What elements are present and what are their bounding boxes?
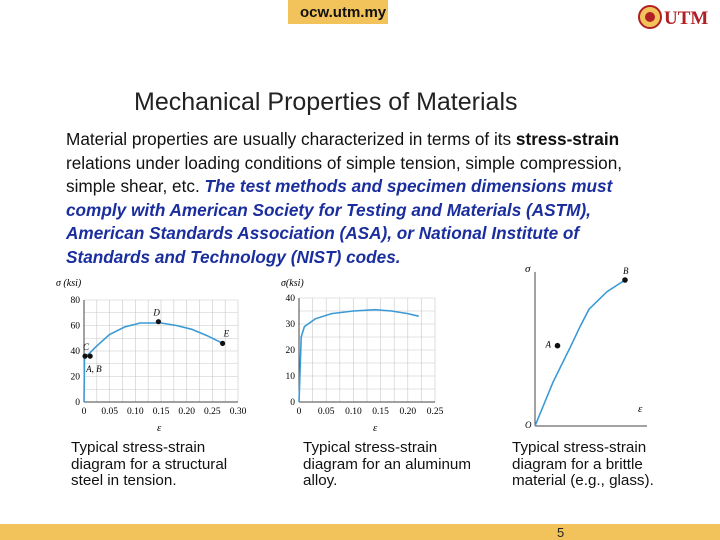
x-tick-label: 0: [296, 407, 302, 417]
x-tick-label: 0.10: [345, 407, 362, 417]
point-label: E: [223, 328, 230, 339]
series-line: [299, 310, 419, 402]
x-tick-label: 0.25: [426, 407, 444, 417]
series-line: [84, 323, 223, 402]
x-tick-label: 0.15: [152, 407, 170, 417]
data-point: [82, 354, 87, 359]
x-tick-label: 0.05: [101, 407, 118, 417]
site-url: ocw.utm.my: [300, 4, 387, 21]
aluminum-ylabel: σ(ksi): [281, 278, 304, 289]
x-tick-label: 0.30: [229, 407, 247, 417]
data-point: [555, 343, 561, 349]
point-label: O: [525, 420, 532, 430]
data-point: [622, 277, 628, 283]
x-tick-label: 0.05: [317, 407, 335, 417]
steel-grid: [84, 300, 238, 402]
x-tick-label: 0.20: [399, 407, 417, 417]
x-tick-label: 0: [81, 407, 87, 417]
aluminum-grid: [299, 298, 435, 402]
y-tick-label: 60: [70, 321, 80, 332]
footer-bar: [0, 524, 720, 540]
steel-xlabel: ε: [157, 422, 162, 434]
logo-text: UTM: [664, 8, 709, 29]
series-line: [535, 280, 625, 426]
y-tick-label: 40: [285, 294, 295, 304]
point-label: B: [623, 266, 629, 276]
steel-caption: Typical stress-strain diagram for a structural steel in tension.: [71, 439, 228, 489]
x-tick-label: 0.20: [178, 407, 195, 417]
data-point: [88, 354, 93, 359]
page-number: 5: [557, 525, 565, 540]
point-label: A: [545, 339, 551, 350]
brittle-ylabel: σ: [525, 263, 531, 275]
y-tick-label: 20: [285, 346, 295, 356]
point-label: C: [83, 342, 90, 353]
body-paragraph: Material properties are usually characterized in terms of its stress-strain relations under loading conditions of simple tension, simple compression, simple shear, etc. The test methods and specimen dimensions must comply with American Society for Testing and Materials (ASTM), American Standards Association (ASA), or National Institute of Standards and Technology (NIST) codes.: [66, 129, 623, 267]
aluminum-xlabel: ε: [373, 422, 378, 434]
data-point: [156, 319, 161, 324]
x-tick-label: 0.25: [204, 407, 221, 417]
x-tick-label: 0.15: [372, 407, 389, 417]
point-label: D: [153, 307, 160, 318]
y-tick-label: 0: [290, 398, 295, 408]
brittle-caption: Typical stress-strain diagram for a brittle material (e.g., glass).: [512, 439, 654, 489]
point-label: A, B: [86, 364, 102, 375]
slide-title: Mechanical Properties of Materials: [134, 88, 518, 116]
stress-strain-bold: stress-strain: [515, 129, 620, 149]
steel-ylabel: σ (ksi): [56, 278, 82, 289]
data-point: [220, 341, 225, 346]
y-tick-label: 0: [75, 398, 80, 408]
aluminum-caption: Typical stress-strain diagram for an aluminum alloy.: [303, 439, 471, 489]
y-tick-label: 10: [285, 372, 295, 382]
y-tick-label: 30: [285, 320, 295, 330]
utm-logo: [638, 2, 714, 32]
steel-chart: [56, 268, 256, 436]
emphasis-text: The test methods and specimen dimensions must comply with American Society for Testing and Materials (ASTM), American Standards Association (ASA), or National Institute of Standards and Technology (NIST) codes.: [66, 176, 613, 267]
brittle-chart: [505, 262, 655, 437]
y-tick-label: 80: [70, 296, 80, 306]
y-tick-label: 20: [70, 372, 80, 383]
aluminum-chart: [279, 268, 449, 436]
x-tick-label: 0.10: [127, 407, 144, 417]
y-tick-label: 40: [70, 347, 80, 357]
brittle-xlabel: ε: [638, 403, 643, 415]
